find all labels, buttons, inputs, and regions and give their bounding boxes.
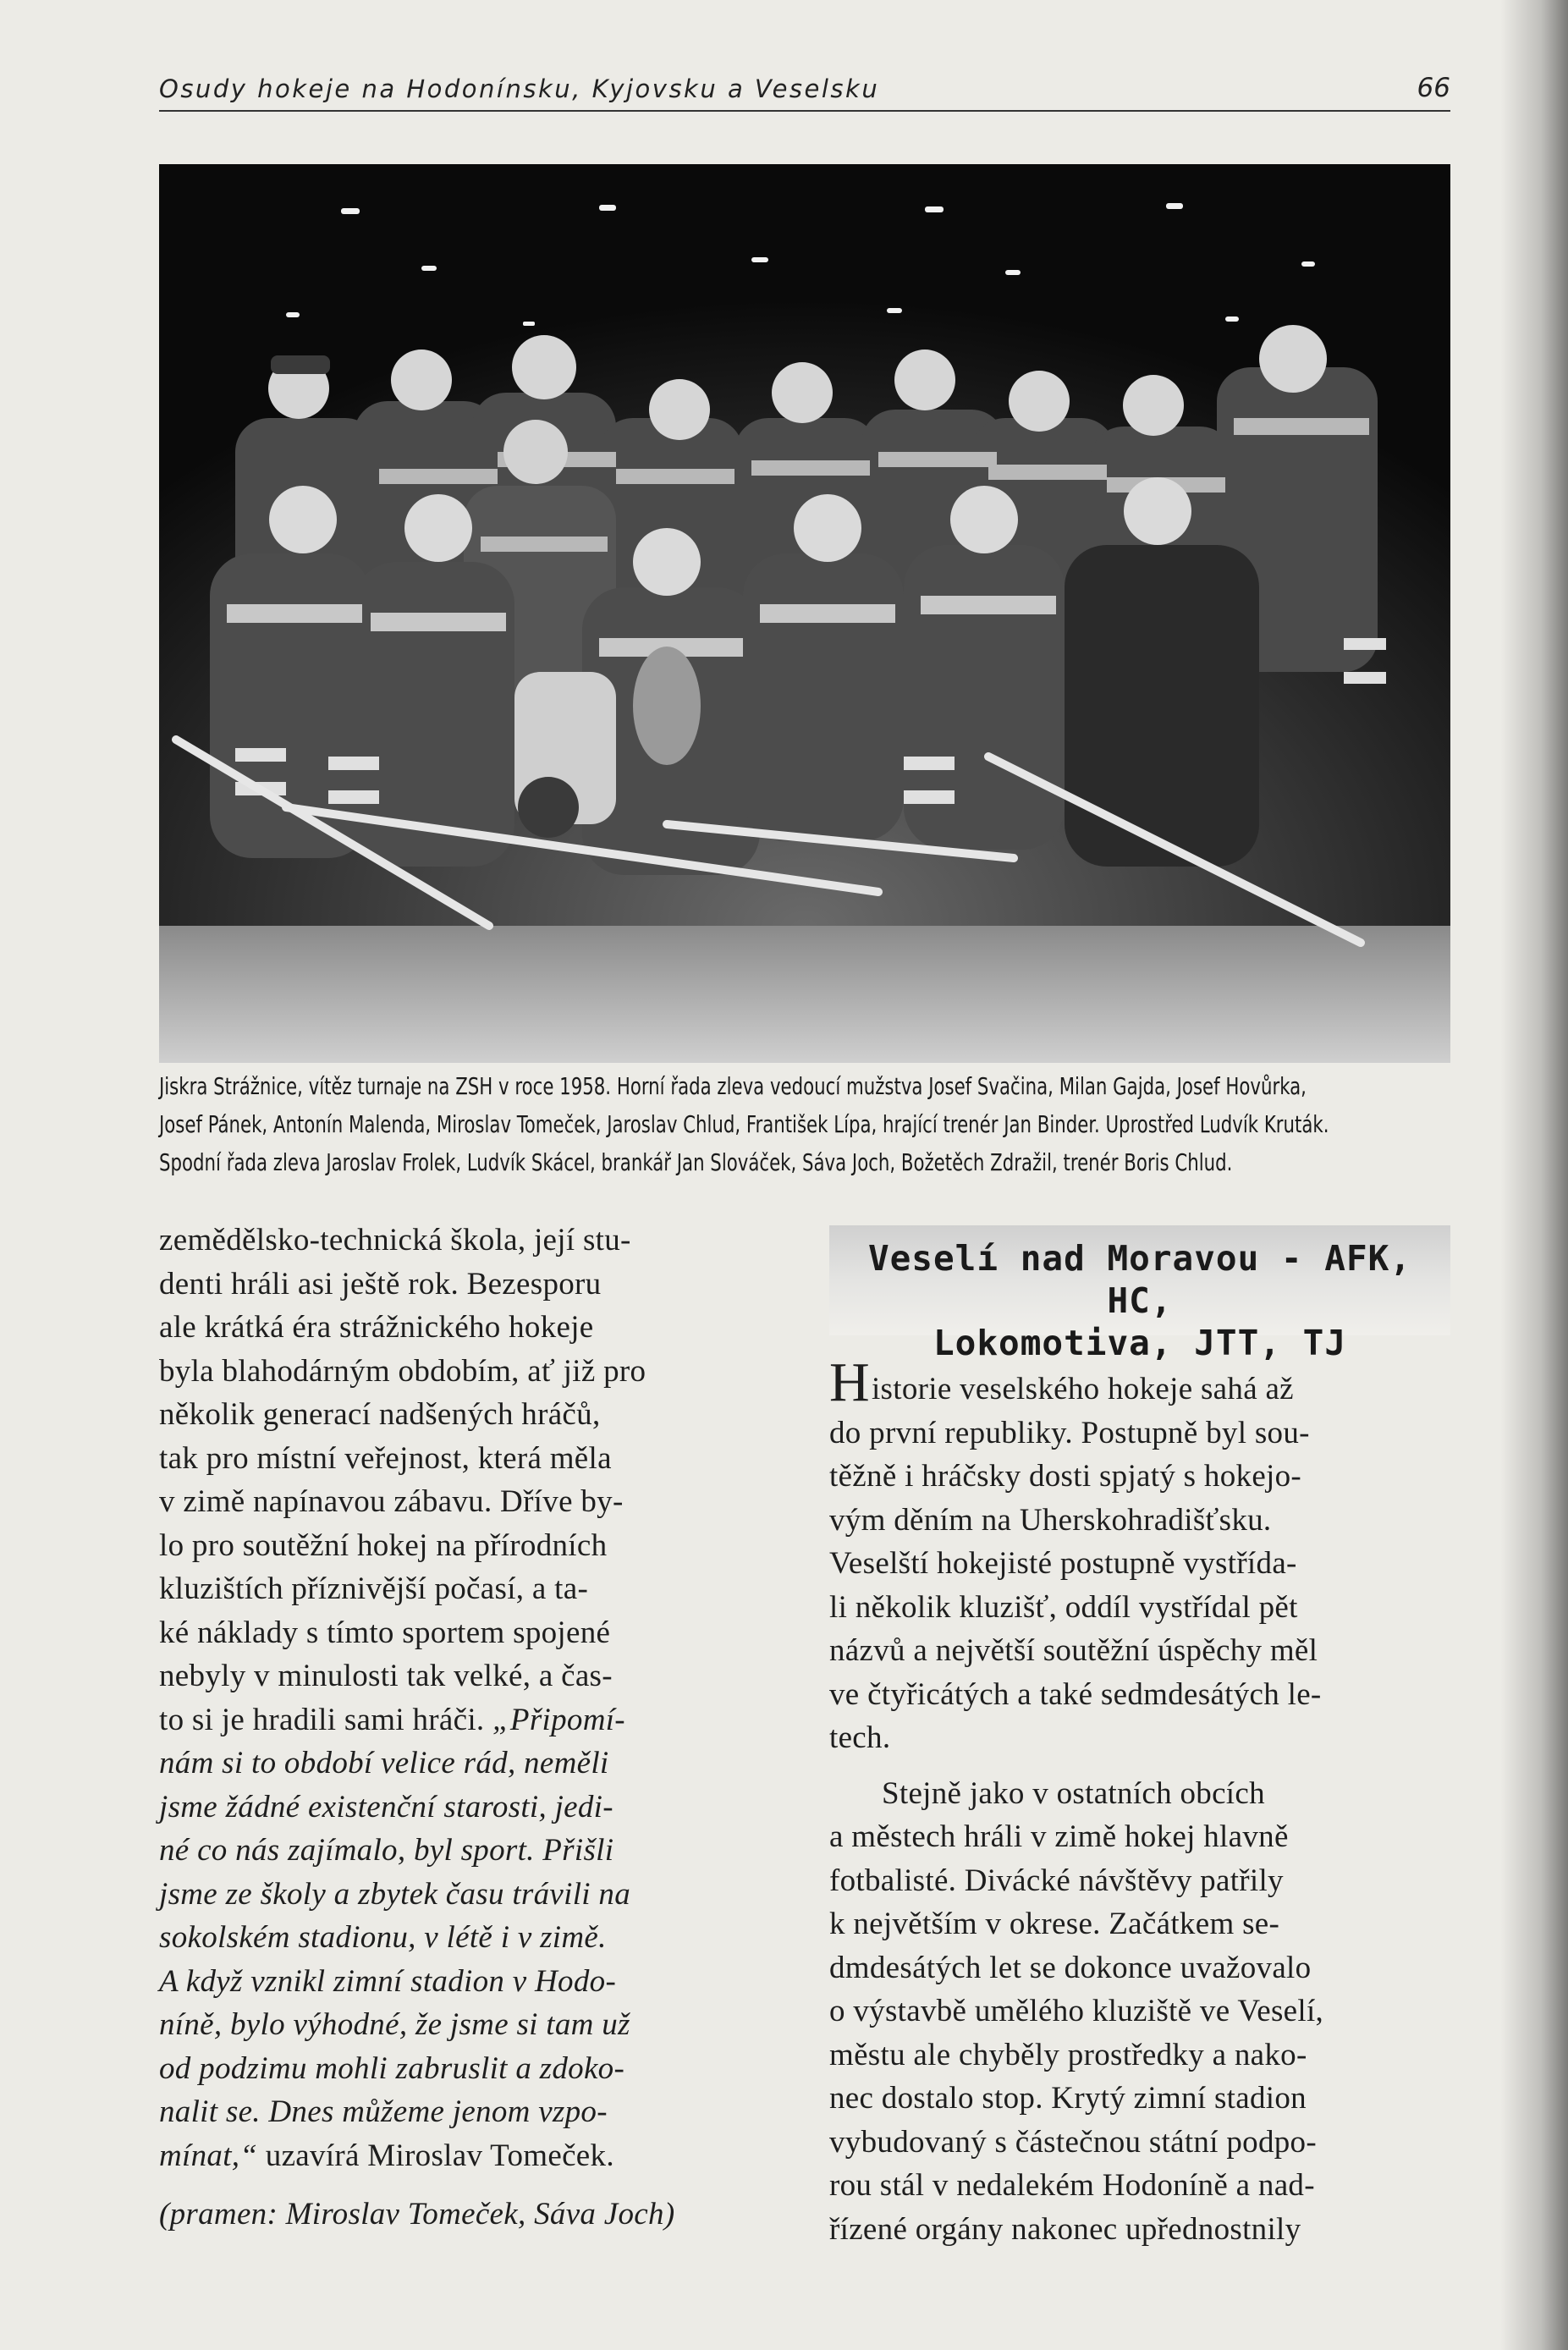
right-column-text bbox=[829, 1351, 1450, 2251]
text-line: ve čtyřicátých a také sedmdesátých le- bbox=[829, 1676, 1322, 1712]
text-line: fotbalisté. Divácké návštěvy patřily bbox=[829, 1863, 1284, 1898]
left-column-text bbox=[159, 1219, 775, 2237]
caption-line: Josef Pánek, Antonín Malenda, Miroslav Tomeček, Jaroslav Chlud, František Lípa, hrající trenér Jan Binder. Uprostřed Ludvík Kruták. bbox=[159, 1111, 1329, 1138]
paragraph bbox=[829, 1351, 1450, 1760]
quote-line: jsme ze školy a zbytek času trávili na bbox=[159, 1876, 631, 1912]
text-line: a městech hráli v zimě hokej hlavně bbox=[829, 1819, 1289, 1854]
text-line: o výstavbě umělého kluziště ve Veselí, bbox=[829, 1994, 1324, 2028]
text-line: vybudovaný s částečnou státní podpo- bbox=[829, 2124, 1317, 2160]
text-line: li několik kluzišť, oddíl vystřídal pět bbox=[829, 1589, 1298, 1625]
text-line: těžně i hráčsky dosti spjatý s hokejo- bbox=[829, 1459, 1302, 1494]
section-heading bbox=[829, 1225, 1450, 1364]
text-line: vým děním na Uherskohradišťsku. bbox=[829, 1502, 1272, 1538]
photo-caption bbox=[159, 1068, 1450, 1182]
section-heading-box bbox=[829, 1225, 1450, 1363]
attribution: uzavírá Miroslav Tomeček. bbox=[257, 2138, 614, 2173]
text-line: dmdesátých let se dokonce uvažovalo bbox=[829, 1950, 1312, 1985]
caption-line: Spodní řada zleva Jaroslav Frolek, Ludvík Skácel, brankář Jan Slováček, Sáva Joch, Božetěch Zdražil, trenér Boris Chlud. bbox=[159, 1149, 1233, 1176]
text-span: to si je hradili sami hráči. bbox=[159, 1702, 485, 1737]
text-line: do první republiky. Postupně byl sou- bbox=[829, 1415, 1310, 1450]
text-line: tak pro místní veřejnost, která měla bbox=[159, 1440, 612, 1476]
section-heading-line: Veselí nad Moravou - AFK, HC, bbox=[867, 1238, 1412, 1321]
drop-cap: H bbox=[829, 1351, 870, 1413]
text-line bbox=[159, 2134, 775, 2178]
text-line: lo pro soutěžní hokej na přírodních bbox=[159, 1527, 608, 1563]
text-line: k největším v okrese. Začátkem se- bbox=[829, 1907, 1280, 1941]
quote-start: „Připomí- bbox=[492, 1702, 625, 1737]
text-line: názvů a největší soutěžní úspěchy měl bbox=[829, 1633, 1318, 1668]
text-line: tech. bbox=[829, 1720, 891, 1755]
quote-line: nám si to období velice rád, neměli bbox=[159, 1746, 609, 1780]
text-line: zemědělsko-technická škola, její stu- bbox=[159, 1223, 631, 1258]
quote-line: od podzimu mohli zabruslit a zdoko- bbox=[159, 2050, 625, 2086]
quote-line: níně, bylo výhodné, že jsme si tam už bbox=[159, 2007, 630, 2042]
text-line: nec dostalo stop. Krytý zimní stadion bbox=[829, 2081, 1307, 2116]
running-header bbox=[159, 71, 1450, 112]
quote-end: mínat,“ bbox=[159, 2138, 258, 2173]
text-line bbox=[159, 1698, 775, 1742]
caption-line: Jiskra Strážnice, vítěz turnaje na ZSH v roce 1958. Horní řada zleva vedoucí mužstva Josef Svačina, Milan Gajda, Josef Hovůrka, bbox=[159, 1073, 1307, 1100]
text-line: několik generací nadšených hráčů, bbox=[159, 1397, 601, 1432]
text-line: v zimě napínavou zábavu. Dříve by- bbox=[159, 1484, 624, 1519]
text-line: řízené orgány nakonec upřednostnily bbox=[829, 2211, 1301, 2247]
text-line: kluzištích příznivější počasí, a ta- bbox=[159, 1571, 589, 1606]
text-line: Veselští hokejisté postupně vystřída- bbox=[829, 1546, 1297, 1581]
text-line: nebyly v minulosti tak velké, a čas- bbox=[159, 1659, 613, 1693]
running-header-title: Osudy hokeje na Hodonínsku, Kyjovsku a Veselsku bbox=[159, 74, 880, 103]
text-line: Stejně jako v ostatních obcích bbox=[882, 1775, 1265, 1811]
first-line bbox=[829, 1351, 1294, 1413]
text-line: denti hráli asi ještě rok. Bezesporu bbox=[159, 1266, 602, 1302]
text-line: ale krátká éra strážnického hokeje bbox=[159, 1310, 594, 1345]
quote-line: jsme žádné existenční starosti, jedi- bbox=[159, 1789, 613, 1824]
text-span: istorie veselského hokeje sahá až bbox=[871, 1372, 1294, 1406]
page-edge-shadow bbox=[1500, 0, 1568, 2350]
text-line: rou stál v nedalekém Hodoníně a nad- bbox=[829, 2168, 1315, 2203]
section-heading-line: Lokomotiva, JTT, TJ bbox=[933, 1323, 1346, 1363]
team-photo bbox=[159, 164, 1450, 1063]
team-photo-illustration bbox=[159, 164, 1450, 1063]
text-line: ké náklady s tímto sportem spojené bbox=[159, 1615, 611, 1650]
page-number: 66 bbox=[1417, 73, 1450, 103]
quote-line: sokolském stadionu, v létě i v zimě. bbox=[159, 1920, 607, 1955]
quote-line: A když vznikl zimní stadion v Hodo- bbox=[159, 1963, 617, 1999]
source-note: (pramen: Miroslav Tomeček, Sáva Joch) bbox=[159, 2197, 675, 2232]
quote-line: nalit se. Dnes můžeme jenom vzpo- bbox=[159, 2094, 608, 2129]
quote-line: né co nás zajímalo, byl sport. Přišli bbox=[159, 1833, 614, 1868]
text-line: byla blahodárným obdobím, ať již pro bbox=[159, 1353, 646, 1389]
paragraph bbox=[829, 1772, 1450, 2252]
text-line: městu ale chyběly prostředky a nako- bbox=[829, 2037, 1307, 2072]
